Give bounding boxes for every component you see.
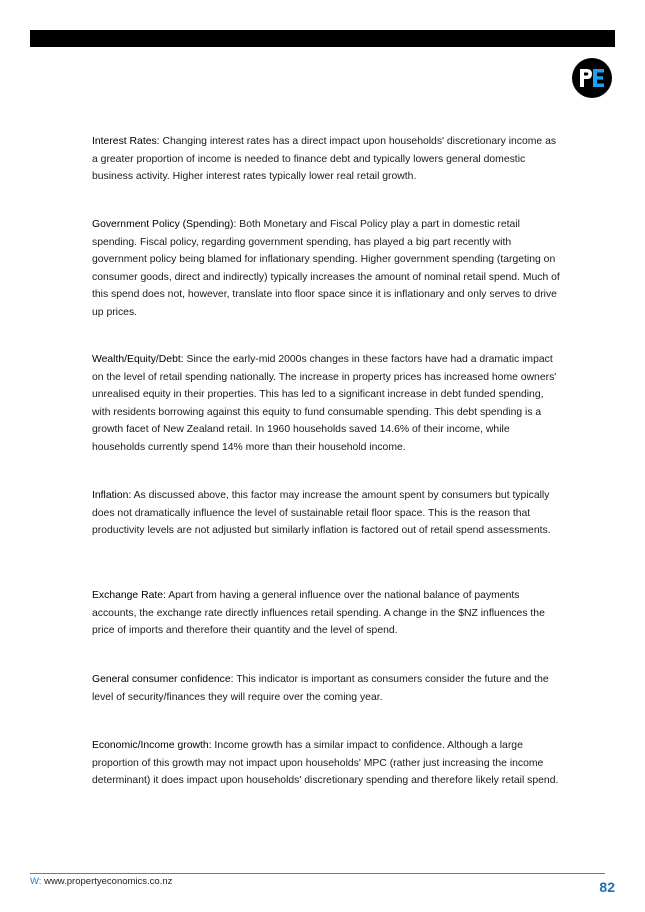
paragraph-exchange-rate (92, 587, 562, 640)
footer-divider (30, 873, 605, 874)
paragraph-text: Changing interest rates has a direct impact upon households' discretionary income as a greater proportion of income is needed to finance debt and typically lowers general domestic business activity. Higher interest rates typically lower real retail growth. (92, 136, 557, 183)
paragraph-label: Government Policy (Spending): (92, 219, 237, 230)
paragraph-text: Apart from having a general influence over the national balance of payments accounts, the exchange rate directly influences retail spending. A change in the $NZ influences the price of imports and therefore their quantity and the level of spend. (92, 590, 545, 637)
paragraph-interest-rates (92, 133, 562, 186)
paragraph-text: This indicator is important as consumers consider the future and the level of security/finances they will require over the coming year. (92, 674, 549, 703)
paragraph-text: Income growth has a similar impact to confidence. Although a large proportion of this growth may not impact upon households' MPC (rather just increasing the income determinant) it does impact upon households' discretionary spending and therefore likely retail spend. (92, 740, 559, 787)
paragraph-consumer-confidence (92, 671, 562, 706)
paragraph-income-growth (92, 737, 562, 790)
web-prefix: W: (30, 876, 42, 887)
paragraph-government-policy (92, 216, 562, 322)
website-link[interactable]: www.propertyeconomics.co.nz (41, 876, 173, 887)
paragraph-label: General consumer confidence: (92, 674, 234, 685)
paragraph-inflation (92, 487, 562, 540)
paragraph-label: Wealth/Equity/Debt: (92, 354, 184, 365)
footer-website (30, 876, 172, 887)
paragraph-wealth-equity-debt (92, 351, 562, 457)
paragraph-text: Since the early-mid 2000s changes in these factors have had a dramatic impact on the level of retail spending nationally. The increase in property prices has increased home owners' unrealised equity in their properties. This has led to a significant increase in debt funded spending, with residents borrowing against this equity to fund consumable spending. This debt spending is a growth facet of New Zealand retail. In 1960 households saved 14.6% of their income, while households currently spend 14% more than their household income. (92, 354, 557, 453)
company-logo (572, 58, 612, 98)
pe-logo-icon (579, 68, 605, 88)
paragraph-text: Both Monetary and Fiscal Policy play a part in domestic retail spending. Fiscal policy, regarding government spending, has played a big part recently with government policy being blamed for inflationary spending. Higher government spending (targeting on consumer goods, direct and indirectly) typically increases the amount of nominal retail spend. Much of this spend does not, however, translate into floor space since it is inflationary and only serves to drive up prices. (92, 219, 560, 318)
page-number: 82 (599, 879, 615, 895)
header-bar (30, 30, 615, 47)
paragraph-label: Interest Rates: (92, 136, 160, 147)
paragraph-label: Economic/Income growth: (92, 740, 212, 751)
paragraph-text: As discussed above, this factor may increase the amount spent by consumers but typically does not dramatically influence the level of sustainable retail floor space. This is the reason that productivity levels are not adjusted but similarly inflation is factored out of retail spend assessments. (92, 490, 551, 537)
paragraph-label: Inflation: (92, 490, 132, 501)
paragraph-label: Exchange Rate: (92, 590, 166, 601)
